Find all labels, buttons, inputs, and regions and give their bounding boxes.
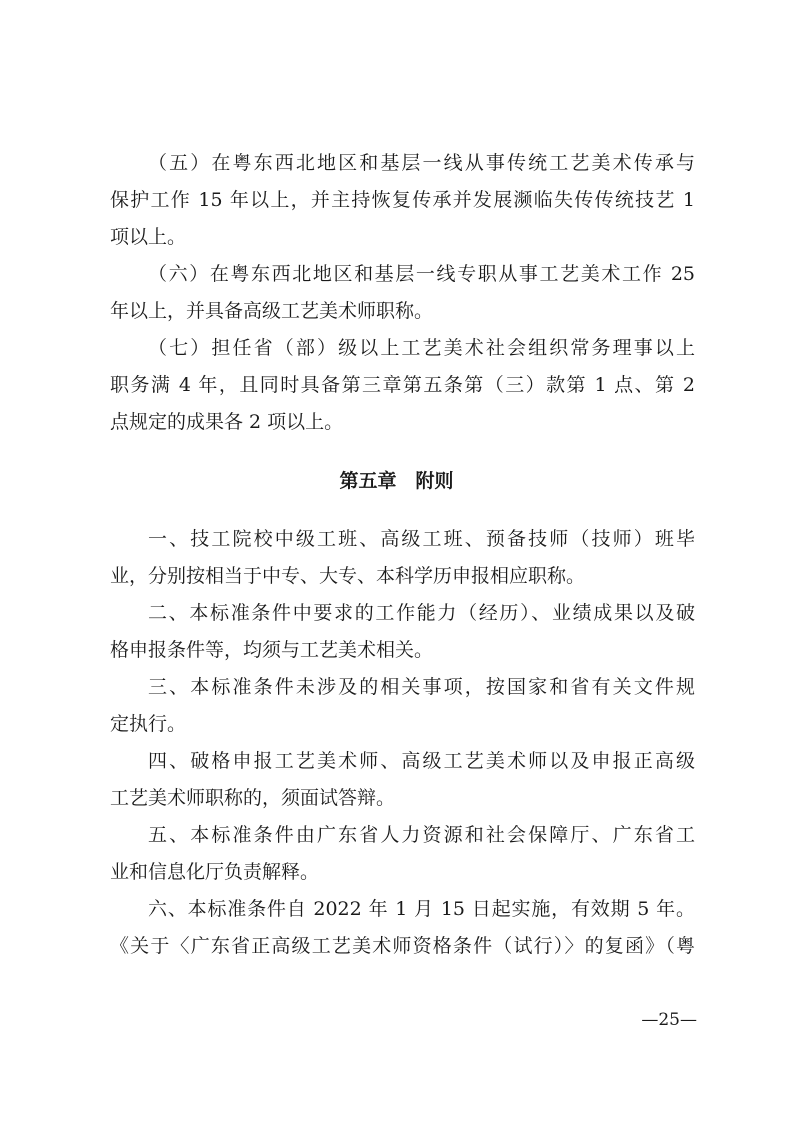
item-6-line-1: （六）在粤东西北地区和基层一线专职从事工艺美术工作 25 [148, 263, 695, 285]
item-7-line-2: 职务满 4 年，且同时具备第三章第五条第（三）款第 1 点、第 2 [110, 374, 695, 396]
provision-2-line-1: 二、本标准条件中要求的工作能力（经历）、业绩成果以及破 [148, 602, 695, 624]
item-5-line-2: 保护工作 15 年以上，并主持恢复传承并发展濒临失传传统技艺 1 [110, 189, 695, 211]
provision-3-line-1: 三、本标准条件未涉及的相关事项，按国家和省有关文件规 [148, 676, 695, 698]
qualification-items [110, 145, 695, 441]
provision-3-line-2: 定执行。 [110, 713, 187, 735]
chapter-heading: 第五章 附则 [339, 470, 454, 492]
provision-4-line-2: 工艺美术师职称的，须面试答辩。 [110, 787, 396, 809]
provision-6-line-2: 《关于〈广东省正高级工艺美术师资格条件（试行）〉的复函》（粤 [110, 935, 695, 957]
item-7-line-1: （七）担任省（部）级以上工艺美术社会组织常务理事以上 [148, 337, 695, 359]
provision-6-line-1: 六、本标准条件自 2022 年 1 月 15 日起实施，有效期 5 年。 [148, 898, 695, 920]
item-6-line-2: 年以上，并具备高级工艺美术师职称。 [110, 300, 434, 322]
item-5-line-3: 项以上。 [110, 226, 187, 248]
item-5-line-1: （五）在粤东西北地区和基层一线从事传统工艺美术传承与 [148, 152, 695, 174]
supplementary-provisions [110, 521, 695, 965]
item-7-line-3: 点规定的成果各 2 项以上。 [110, 411, 344, 433]
provision-1-line-2: 业，分别按相当于中专、大专、本科学历申报相应职称。 [110, 565, 586, 587]
provision-5-line-2: 业和信息化厅负责解释。 [110, 861, 320, 883]
provision-2-line-2: 格申报条件等，均须与工艺美术相关。 [110, 639, 434, 661]
page-number: —25— [641, 1010, 697, 1030]
provision-1-line-1: 一、技工院校中级工班、高级工班、预备技师（技师）班毕 [148, 528, 695, 550]
provision-5-line-1: 五、本标准条件由广东省人力资源和社会保障厅、广东省工 [148, 824, 695, 846]
provision-4-line-1: 四、破格申报工艺美术师、高级工艺美术师以及申报正高级 [148, 750, 695, 772]
